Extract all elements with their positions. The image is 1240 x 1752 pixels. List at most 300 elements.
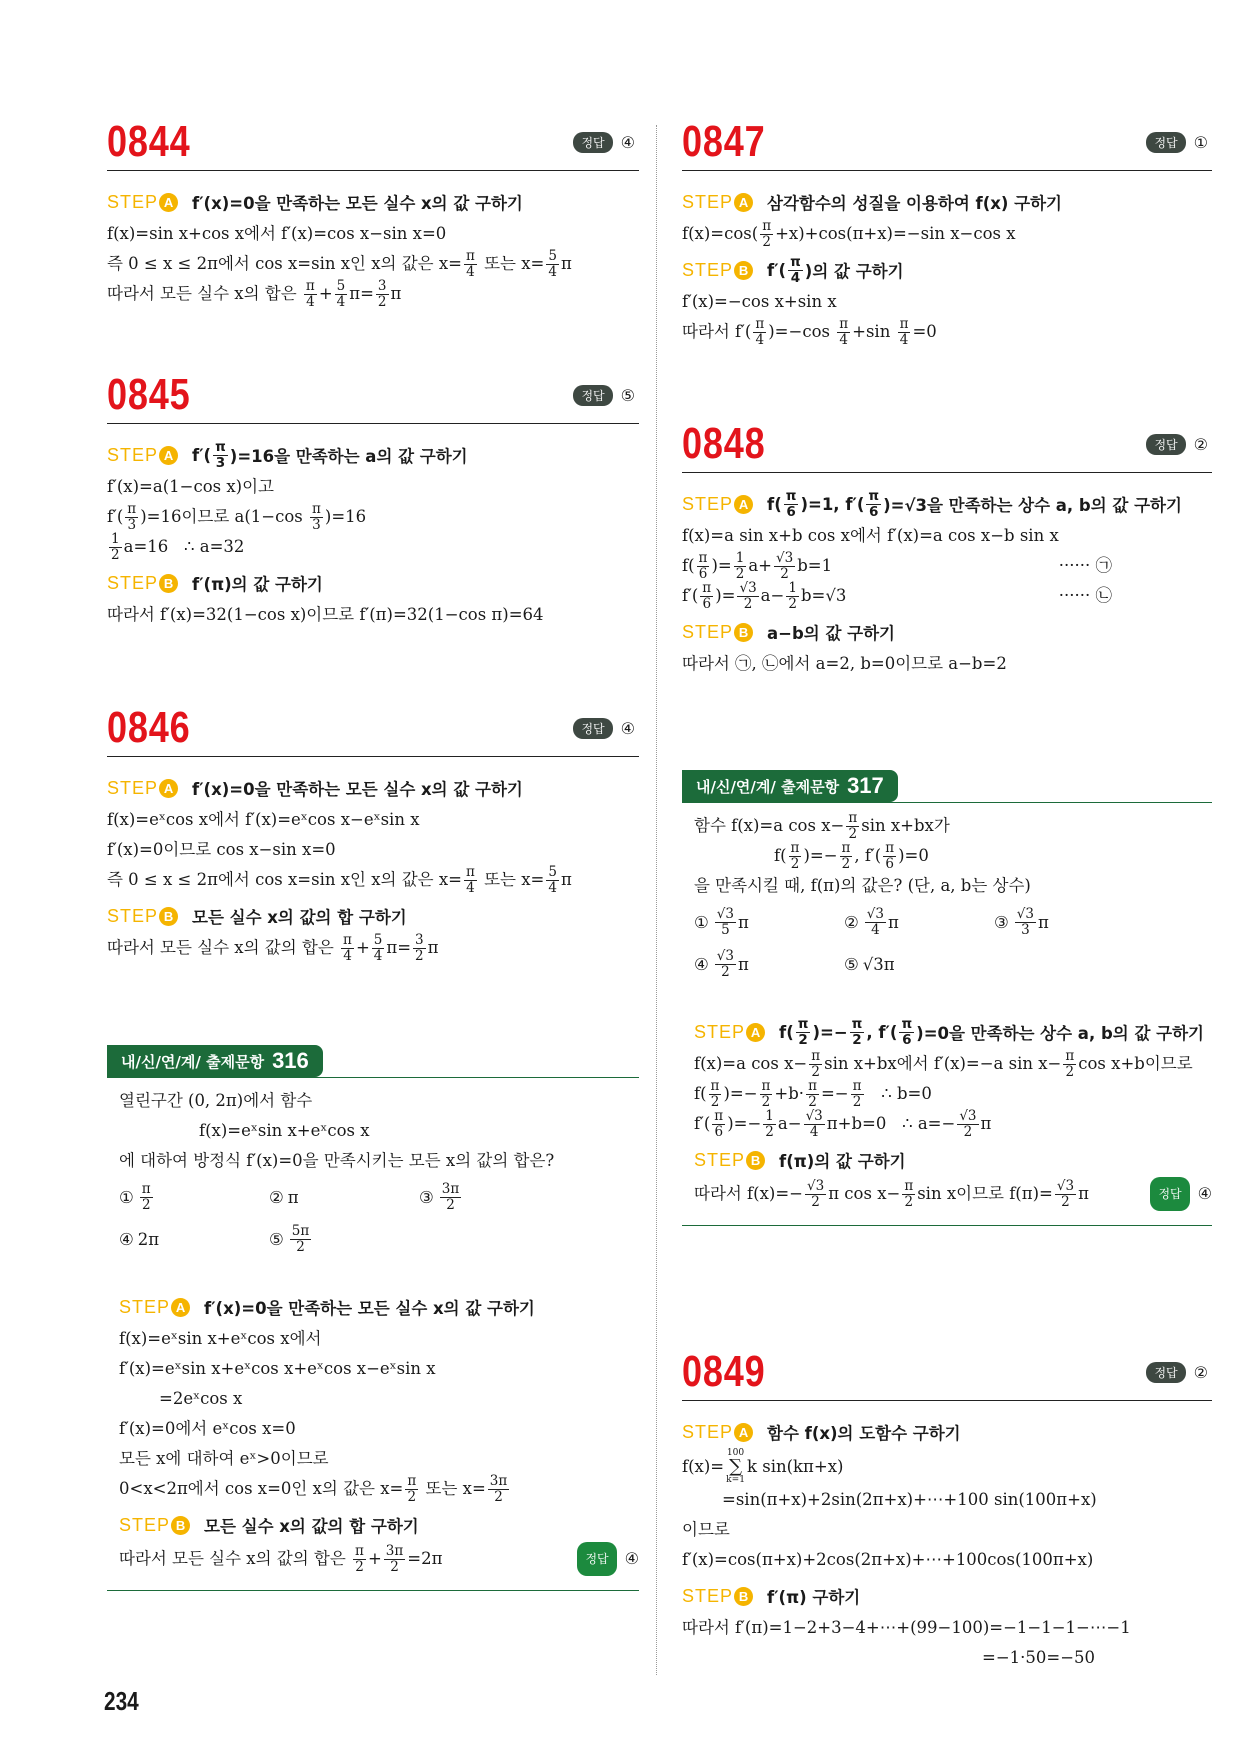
step-label: STEP [107,905,159,926]
answer-value: ① [1193,133,1208,152]
answer-badge: 정답 [573,132,612,153]
math-text: )=− [803,846,838,865]
problem-header [107,370,639,424]
math-text: k sin(kπ+x) [746,1457,844,1477]
numerator: 3π [441,1181,460,1198]
math-text: )=16이므로 a(1−cos [140,507,308,526]
answer-value: ⑤ [620,386,635,405]
problem-0844 [107,117,639,310]
math-text: 모든 실수 x의 값의 합 구하기 [204,1517,419,1536]
math-text: )= [711,556,732,575]
problem-0849 [682,1347,1212,1673]
denominator: 4 [871,921,880,938]
fraction [440,1182,461,1211]
math-text: f′( [192,445,212,465]
step-title [192,440,468,469]
step-heading [682,1579,1212,1613]
denominator: 2 [761,1093,771,1110]
choice-item [844,901,994,943]
step-label: STEP [107,444,159,465]
denominator: 2 [811,1063,820,1080]
math-text: )=0을 만족하는 상수 a, b의 값 구하기 [916,1024,1204,1043]
fraction [898,317,911,346]
fraction [125,502,138,531]
numerator: π [702,580,712,597]
column-divider [656,125,657,1675]
naesin-body [107,1086,639,1576]
fraction [763,1109,776,1138]
denominator: 3 [127,516,137,533]
naesin-number: 316 [272,1048,309,1073]
math-text: =sin(π+x)+2sin(2π+x)+⋯+100 sin(100π+x) [722,1490,1097,1510]
solution-line [107,865,639,895]
page-number: 234 [104,1686,139,1716]
naesin-tab [107,1045,323,1077]
fraction [1015,907,1036,936]
answer-choices [119,1176,639,1260]
problem-header [682,1347,1212,1401]
solution-body [107,185,639,309]
math-text: π [287,1187,299,1207]
step-label: STEP [107,191,159,212]
math-text: π [560,254,572,273]
step-letter-icon: B [171,1516,190,1535]
math-text: 이므로 [682,1520,730,1540]
fraction [788,255,803,284]
fraction [784,489,799,518]
denominator: 2 [811,1193,820,1210]
math-text: +x)+cos(π+x)=−sin x−cos x [775,224,1016,243]
fraction [213,440,228,469]
denominator: 2 [780,565,789,582]
math-text: f′( [767,260,787,280]
denominator: 4 [306,293,315,310]
step-title [767,1584,860,1608]
spacer [119,1260,639,1286]
denominator: 2 [111,546,120,563]
denominator: 4 [336,293,346,310]
fraction [760,219,773,248]
naesin-bottom-rule [107,1590,639,1591]
problem-header [107,117,639,171]
numerator: π [698,550,708,567]
denominator: 6 [885,855,894,872]
numerator: 1 [765,1108,774,1125]
numerator: π [790,254,801,271]
numerator: π [839,316,849,333]
fraction [335,279,348,308]
step-title [767,489,1182,518]
fraction [865,907,886,936]
solution-line [682,317,1212,347]
numerator: 3 [415,932,424,949]
step-title [767,190,1062,214]
fraction [715,949,736,978]
numerator: √3 [739,580,757,597]
fraction [715,907,736,936]
math-text: 을 만족시킬 때, f(π)의 값은? (단, a, b는 상수) [694,876,1031,895]
answer [1150,1177,1212,1211]
math-text: 열린구간 (0, 2π)에서 함수 [119,1091,313,1110]
fraction [809,1049,822,1078]
solution-body [682,487,1212,679]
math-text: 모든 실수 x의 값의 합 구하기 [192,908,407,927]
fraction [488,1474,509,1503]
numerator: 1 [111,531,120,548]
numerator: π [808,1078,817,1095]
step-letter-icon: A [159,779,178,798]
numerator: π [762,218,772,235]
math-text: f′( [694,1114,711,1133]
step-heading [107,566,639,600]
answer [577,1542,639,1576]
solution-line [107,219,639,249]
answer-badge: 정답 [1150,1177,1189,1211]
answer [573,132,635,153]
math-text: 삼각함수의 성질을 이용하여 f(x) 구하기 [767,194,1062,213]
math-text: =0 [912,322,937,341]
denominator: 4 [373,947,383,964]
choice-item [119,1218,269,1260]
fraction [734,551,747,580]
math-text: π= [386,938,412,957]
denominator: 2 [446,1196,455,1213]
step-letter-icon: B [734,1587,753,1606]
solution-line [682,1515,1212,1545]
solution-line [119,1542,639,1576]
numerator: π [305,278,315,295]
math-text: π [560,870,572,889]
answer-value: ④ [1197,1184,1212,1203]
math-text: f(x)=a sin x+b cos x에서 f′(x)=a cos x−b sin x [682,526,1059,545]
step-title [767,1420,961,1444]
step-letter-icon: B [734,261,753,280]
step-title [192,776,523,800]
step-title [779,1017,1204,1046]
math-text: f′(x)=0을 만족하는 모든 실수 x의 값 구하기 [192,194,523,213]
fraction [353,1544,366,1573]
solution-line [119,1384,639,1414]
solution-line [107,502,639,532]
denominator: 2 [808,1093,817,1110]
choice-number: ⑤ [844,954,859,974]
math-text: f(x)=a cos x− [694,1054,808,1073]
math-text: f′( [682,586,699,605]
numerator: 5 [548,248,557,265]
denominator: 2 [848,825,858,842]
sum-lower: k=1 [726,1475,745,1486]
denominator: 2 [1065,1063,1075,1080]
step-heading [107,771,639,805]
math-text: π [1038,912,1049,932]
math-text: sin x이므로 f(π)= [917,1184,1053,1203]
math-text: f′(x)=0을 만족하는 모든 실수 x의 값 구하기 [204,1299,535,1318]
math-text: )=1, f′( [800,494,865,514]
denominator: 5 [721,921,730,938]
solution-line [119,1324,639,1354]
numerator: 3π [385,1543,404,1560]
math-text: sin x+bx가 [861,816,950,835]
denominator: 6 [902,1031,912,1048]
numerator: 5π [291,1223,310,1240]
answer-value: ④ [620,719,635,738]
solution-line [682,551,1212,581]
numerator: √3 [1056,1178,1075,1195]
choice-item [269,1218,419,1260]
math-text: a=16 ∴ a=32 [123,537,245,556]
answer-badge: 정답 [1146,1362,1185,1383]
denominator: 2 [390,1558,399,1575]
math-text: f′(π)의 값 구하기 [192,575,323,594]
answer-badge: 정답 [1146,132,1185,153]
math-text: f( [767,494,782,514]
numerator: π [785,488,797,505]
step-heading [694,1015,1212,1049]
math-text: π cos x− [828,1184,901,1203]
math-text: + [318,284,333,303]
math-text: π [427,938,439,957]
math-text: f(x)=sin x+cos x에서 f′(x)=cos x−sin x=0 [107,224,447,243]
denominator: 4 [899,331,909,348]
math-text: f( [779,1022,794,1042]
choice-number: ① [694,912,709,932]
step-heading [107,438,639,472]
fraction [846,811,859,840]
denominator: 3 [215,454,226,471]
step-heading [682,185,1212,219]
step-letter-icon: B [159,907,178,926]
step-heading [682,615,1212,649]
math-text: + [355,938,370,957]
fraction [413,933,426,962]
step-title [204,1295,535,1319]
fraction [290,1224,311,1253]
solution-line [107,472,639,502]
fraction [697,551,710,580]
math-text: +sin [852,322,896,341]
math-text: =2eˣcos x [159,1389,243,1408]
denominator: 4 [343,947,352,964]
step-label: STEP [119,1296,171,1317]
numerator: π [899,316,909,333]
denominator: 2 [296,1238,305,1255]
numerator: π [141,1181,151,1198]
denominator: 2 [141,1196,151,1213]
step-letter-icon: B [734,623,753,642]
math-text: 에 대하여 방정식 f′(x)=0을 만족시키는 모든 x의 값의 합은? [119,1151,555,1170]
problem-header [107,703,639,757]
solution-line [694,811,1212,841]
numerator: π [851,1016,863,1033]
choice-item [994,901,1144,943]
step-heading [119,1290,639,1324]
fraction [851,1079,864,1108]
numerator: √3 [716,948,735,965]
math-text: f(π)의 값 구하기 [779,1152,906,1171]
numerator: √3 [959,1108,977,1125]
solution-body [682,1415,1212,1673]
numerator: 5 [548,864,557,881]
math-text: f′(x)=cos(π+x)+2cos(2π+x)+⋯+100cos(100π+x) [682,1550,1094,1570]
denominator: 2 [765,1123,774,1140]
solution-line [119,1086,639,1116]
math-text: a−b의 값 구하기 [767,624,895,643]
equation-tag: ······ ㉡ [1058,586,1112,605]
sum-upper: 100 [726,1448,745,1458]
math-text: , f′( [854,846,882,865]
math-text: π= [349,284,374,303]
solution-line [119,1354,639,1384]
math-text: 또는 x= [478,254,545,273]
choice-number: ③ [419,1187,434,1207]
solution-line [107,805,639,835]
numerator: π [811,1048,821,1065]
numerator: 1 [735,550,745,567]
numerator: π [714,1108,724,1125]
math-text: 따라서 모든 실수 x의 값의 합은 [107,938,340,957]
math-text: f( [694,1084,707,1103]
math-text: a− [760,586,785,605]
math-text: )=16을 만족하는 a의 값 구하기 [229,447,468,466]
step-title [204,1513,419,1537]
numerator: √3 [775,550,794,567]
math-text: + [367,1549,382,1568]
fraction [840,841,853,870]
numerator: π [407,1473,417,1490]
denominator: 2 [735,565,745,582]
math-text: )= [715,586,736,605]
solution-line [107,600,639,630]
choice-number: ② [269,1187,284,1207]
answer-badge: 정답 [1146,434,1185,455]
fraction [384,1544,405,1573]
math-text: 또는 x= [420,1479,486,1498]
solution-line [119,1146,639,1176]
math-text: f(x)=eˣcos x에서 f′(x)=eˣcos x−eˣsin x [107,810,420,829]
denominator: 2 [743,595,753,612]
numerator: 1 [788,580,797,597]
solution-line [107,532,639,562]
math-text: f′(x)=0에서 eˣcos x=0 [119,1419,296,1438]
fraction [737,581,758,610]
math-text: 따라서 모든 실수 x의 값의 합은 [119,1549,352,1568]
numerator: π [790,840,800,857]
answer-badge: 정답 [577,1542,616,1576]
math-text: )의 값 구하기 [804,262,904,281]
math-text: f(x)=eˣsin x+eˣcos x에서 [119,1329,322,1348]
step-letter-icon: B [746,1151,765,1170]
math-text: f(x)= [682,1457,725,1477]
math-text: π [390,284,402,303]
numerator: π [755,316,765,333]
solution-line [694,1079,1212,1109]
answer-value: ② [1193,1363,1208,1382]
solution-line [682,1643,1212,1673]
fraction [789,841,802,870]
denominator: 2 [852,1093,862,1110]
naesin-number: 317 [847,773,884,798]
solution-line [682,1485,1212,1515]
math-text: )=√3을 만족하는 상수 a, b의 값 구하기 [883,496,1182,515]
solution-line [107,279,639,309]
numerator: √3 [866,906,885,923]
numerator: π [841,840,851,857]
fraction [760,1079,773,1108]
math-text: b=√3 [800,586,847,605]
numerator: π [710,1078,720,1095]
numerator: π [885,840,895,857]
math-text: =− [820,1084,849,1103]
step-label: STEP [682,1421,734,1442]
math-text: 함수 f(x)의 도함수 구하기 [767,1424,961,1443]
math-text: 또는 x= [478,870,545,889]
denominator: 2 [355,1558,364,1575]
math-text: )=0 [898,846,929,865]
problem-header [682,419,1212,473]
fraction [804,1109,825,1138]
choice-item [844,943,994,985]
math-text: sin x+bx에서 f′(x)=−a sin x− [824,1054,1062,1073]
fraction [405,1474,418,1503]
naesin-316 [107,1045,639,1591]
solution-line [119,1116,639,1146]
fraction [837,317,850,346]
numerator: 3 [377,278,387,295]
answer-choices [694,901,1212,985]
step-label: STEP [682,621,734,642]
solution-line [682,521,1212,551]
step-heading [694,1143,1212,1177]
step-label: STEP [682,191,734,212]
fraction [712,1109,725,1138]
step-letter-icon: A [734,193,753,212]
numerator: π [465,248,475,265]
numerator: √3 [1016,906,1035,923]
math-text: f(x)=eˣsin x+eˣcos x [199,1121,370,1140]
denominator: 6 [702,595,712,612]
math-text: 모든 x에 대하여 eˣ>0이므로 [119,1449,329,1468]
numerator: π [1065,1048,1075,1065]
math-text: +b· [774,1084,805,1103]
fraction [140,1182,153,1211]
math-text: 2π [137,1229,160,1249]
denominator: 4 [466,263,475,280]
step-letter-icon: A [159,193,178,212]
math-text: f′( [107,507,124,526]
math-text: π [738,912,749,932]
math-text: π [888,912,899,932]
denominator: 2 [790,855,800,872]
math-text: a− [777,1114,802,1133]
solution-line [694,871,1212,901]
solution-line [694,1049,1212,1079]
answer [1146,434,1208,455]
math-text: π [738,954,749,974]
answer-value: ④ [624,1549,639,1568]
choice-item [269,1176,419,1218]
solution-body [107,771,639,963]
math-text: f′(x)=0을 만족하는 모든 실수 x의 값 구하기 [192,780,523,799]
numerator: π [215,439,226,456]
choice-item [119,1176,269,1218]
denominator: 4 [548,879,557,896]
denominator: 6 [698,565,708,582]
step-heading [107,899,639,933]
denominator: 4 [790,269,801,286]
step-title [192,571,323,595]
problem-0848 [682,419,1212,679]
fraction [700,581,713,610]
